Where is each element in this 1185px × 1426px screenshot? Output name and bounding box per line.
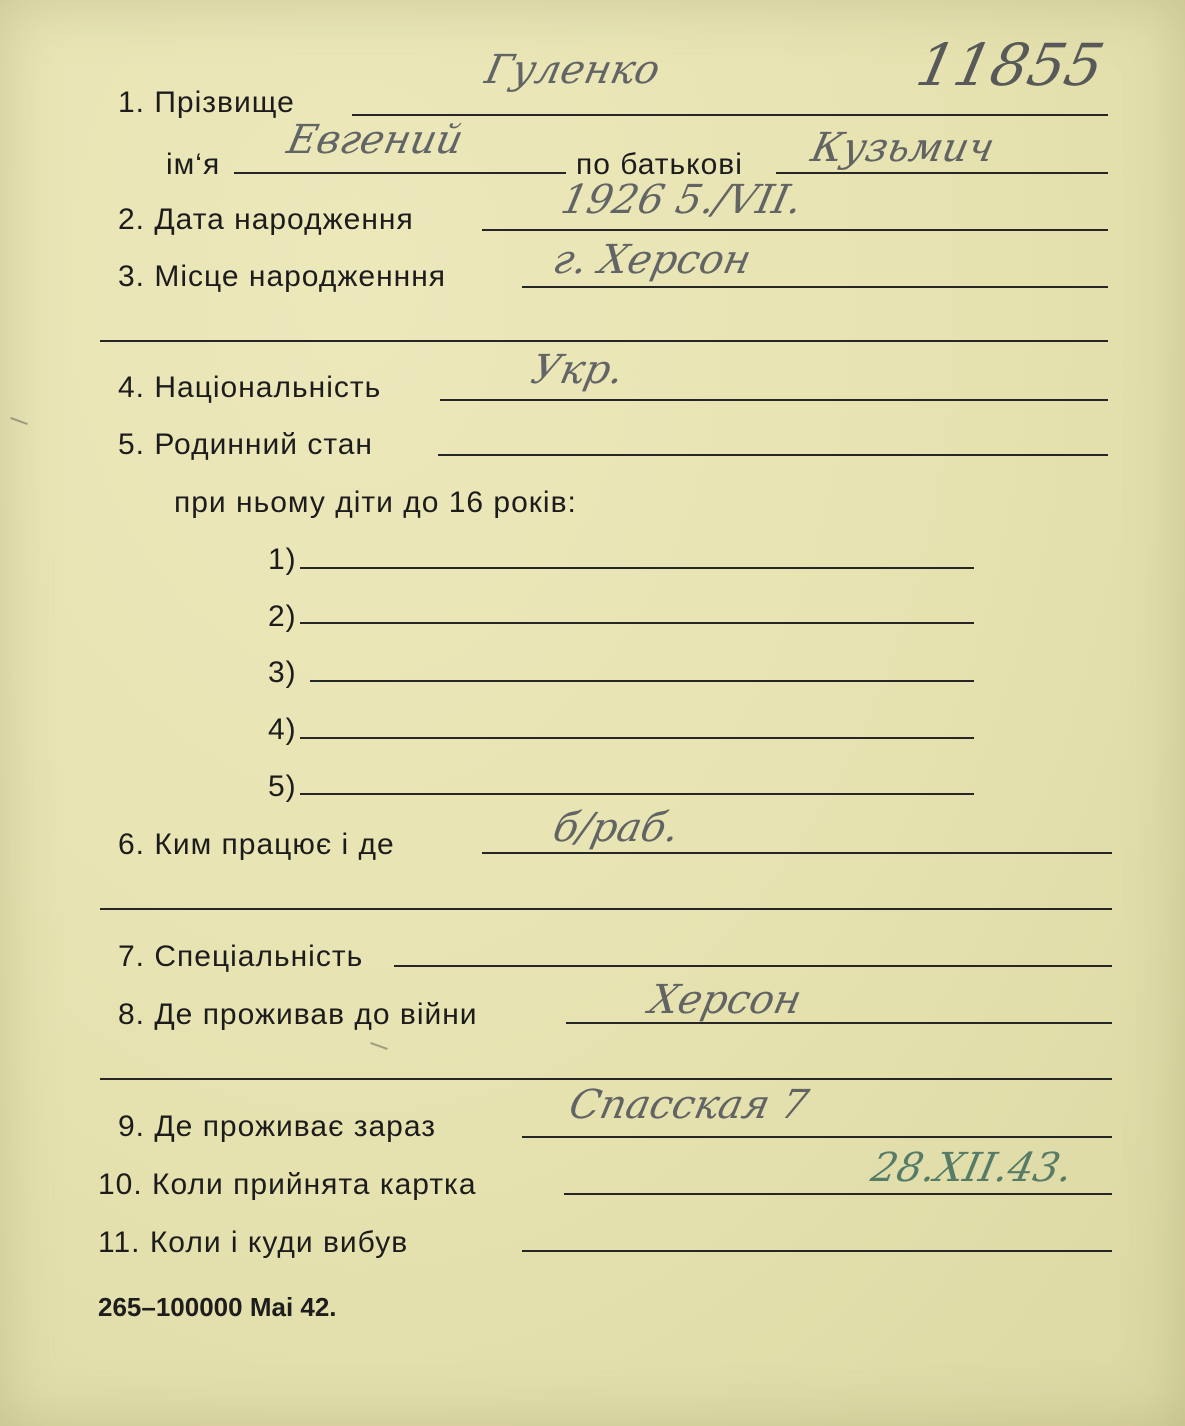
- patronymic-line: [776, 172, 1108, 174]
- marital-line: [438, 454, 1108, 456]
- patronymic-label: по батькові: [576, 148, 743, 181]
- departed-label: 11. Коли і куди вибув: [98, 1226, 409, 1259]
- specialty-line: [394, 965, 1112, 967]
- pob-label: 3. Місце народженння: [118, 260, 447, 293]
- children-label: при ньому діти до 16 років:: [174, 486, 577, 519]
- name-label: ім‘я: [166, 148, 221, 181]
- current-residence-handwritten: Спасская 7: [565, 1082, 813, 1128]
- child-5-line: [300, 793, 974, 795]
- child-1-label: 1): [268, 543, 297, 576]
- dob-line: [482, 229, 1108, 231]
- dob-handwritten: 1926 5./VII.: [557, 177, 807, 223]
- child-4-line: [300, 737, 974, 739]
- current-residence-label: 9. Де проживає зараз: [118, 1110, 436, 1143]
- card-accepted-label: 10. Коли прийнята картка: [98, 1168, 477, 1201]
- surname-line: [352, 114, 1108, 116]
- child-2-label: 2): [268, 600, 297, 633]
- pencil-mark: [370, 1042, 388, 1050]
- child-3-line: [310, 680, 974, 682]
- surname-handwritten: Гуленко: [481, 47, 665, 93]
- name-line: [234, 172, 566, 174]
- card-accepted-line: [564, 1193, 1112, 1195]
- child-5-label: 5): [268, 770, 297, 803]
- surname-label: 1. Прізвище: [118, 86, 295, 119]
- card-number-handwritten: 11855: [910, 31, 1110, 99]
- first-name-handwritten: Евгений: [283, 117, 468, 163]
- marital-label: 5. Родинний стан: [118, 428, 373, 461]
- pob-line: [522, 286, 1108, 288]
- departed-line: [522, 1250, 1112, 1252]
- printer-imprint: 265–100000 Mai 42.: [98, 1292, 337, 1322]
- pob-extra-line: [100, 340, 1108, 342]
- child-3-label: 3): [268, 656, 297, 689]
- nationality-line: [440, 399, 1108, 401]
- pencil-mark: [10, 417, 28, 425]
- specialty-label: 7. Спеціальність: [118, 940, 364, 973]
- child-4-label: 4): [268, 713, 297, 746]
- current-residence-line: [522, 1136, 1112, 1138]
- nationality-label: 4. Національність: [118, 371, 382, 404]
- prewar-residence-label: 8. Де проживав до війни: [118, 998, 478, 1031]
- dob-label: 2. Дата народження: [118, 203, 414, 236]
- card-date-handwritten: 28.XII.43.: [867, 1145, 1077, 1191]
- work-label: 6. Ким працює і де: [118, 828, 395, 861]
- work-extra-line: [100, 908, 1112, 910]
- work-handwritten: б/раб.: [549, 805, 684, 851]
- work-line: [482, 852, 1112, 854]
- patronymic-handwritten: Кузьмич: [807, 125, 999, 171]
- nationality-handwritten: Укр.: [527, 347, 629, 393]
- child-1-line: [300, 567, 974, 569]
- pob-handwritten: г. Херсон: [549, 237, 756, 283]
- prewar-residence-extra-line: [100, 1078, 1112, 1080]
- prewar-residence-handwritten: Херсон: [645, 977, 806, 1023]
- child-2-line: [300, 622, 974, 624]
